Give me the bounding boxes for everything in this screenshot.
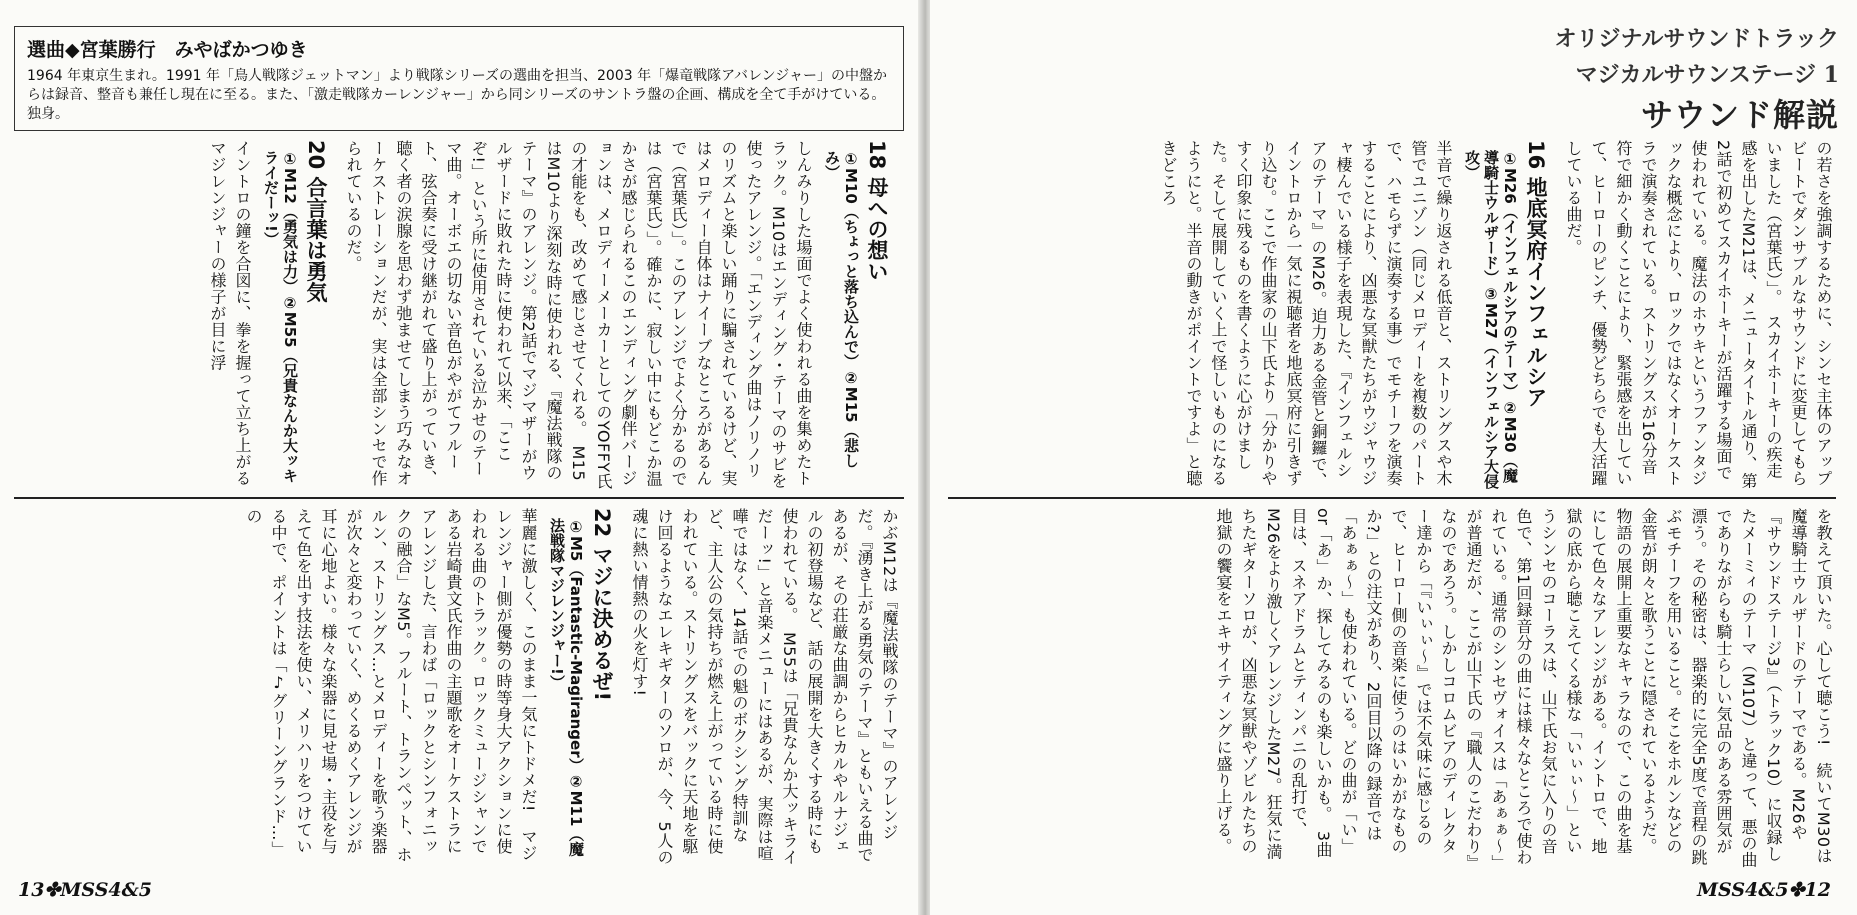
track-heading: 16 地底冥府インフェルシア [1524,140,1548,408]
right-top-block [948,140,1836,490]
track-subtitle: ①M26（インフェルシアのテーマ）②M30（魔導騎士ウルザード）③M27（インフェルシア大侵攻） [1463,150,1519,489]
track-heading: 18 母への想い [865,140,889,282]
body-paragraph: の若さを強調するために、シンセ主体のアップビートでダンサブルなサウンドに変更してもらいました（宮葉氏）」。 スカイホーキーの疾走感を出したM21は、メニュータイトル通り、第2話で初めてスカイホーキーが活躍する場面で使われている。魔法のホウキというファンタジックな概念により、ロックではなくオーケストラで演奏されている。ストリングスが16分音符で細かく動くことにより、緊張感を出していて、ヒーローのピンチ、優勢どちらでも大活躍している曲だ。 [1564,140,1833,490]
body-paragraph: かぶM12は『魔法戦隊のテーマ』のアレンジだ。『湧き上がる勇気のテーマ』ともいえる曲であるが、その荘厳な曲調からヒカルやルナジェルの初登場など、話の展開を大きくする時にも使われている。 M55は「兄貴なんか大ッキライだーッ!」と音楽メニューにはあるが、実際は喧嘩ではなく、14話での魁のボクシング特訓など、主人公の気持ちが燃え上がっている時に使われている。ストリングスをバックに天地を駆け回るようなエレキギターのソロが、今、5人の魂に熱い情熱の火を灯す! [630,508,899,866]
track-heading: 22 マジに決めるぜ! [590,508,614,702]
divider [948,497,1836,499]
vertical-text-flow [1201,508,1836,868]
folio-right: MSS4&5✤12 [1696,879,1831,901]
folio-left: 13✤MSS4&5 [18,879,153,901]
body-paragraph: 半音で繰り返される低音と、ストリングスや木管でユニゾン（同じメロディーを複数のパートで、ハモらずに演奏する事）でモチーフを演奏することにより、凶悪な冥獣たちがウジャウジャ棲んでいる様子を表現した、『インフェルシアのテーマ』のM26。迫力ある金管と銅鑼で、イントロから一気に視聴者を地底冥府に引きずり込む。ここで作曲家の山下氏より「分かりやすく印象に残るものを書くように心がけました。そして展開していく上で怪しいものになるようにと。半音の動きがポイントですよ」と聴きどころ [1159,140,1453,490]
track-heading: 20 合言葉は勇気 [304,140,328,303]
left-bottom-block [14,508,902,868]
right-page [930,0,1857,915]
track-subtitle: ①M12（勇気は力）②M55（兄貴なんか大ッキライだーッ!） [262,150,299,483]
track-subtitle: ①M5（Fantastic-Magiranger）②M11（魔法戦隊マジレンジャー!） [548,518,585,857]
left-top-block [14,140,902,490]
divider [14,497,904,499]
header-line1: オリジナルサウンドトラック [1554,26,1839,52]
header-line2: マジカルサウンステージ 1 [1575,62,1839,88]
right-bottom-block [948,508,1836,868]
track-subtitle: ①M10（ちょっと落ち込んで）②M15（悲しみ） [823,150,860,468]
vertical-text-flow [195,140,902,490]
body-paragraph: イントロの鐘を合図に、拳を握って立ち上がるマジレンジャーの様子が目に浮 [208,140,252,487]
body-paragraph: 華麗に激しく、このまま一気にトドメだ! マジレンジャー側が優勢の時等身大アクションに使われる曲のトラック。ロックミュージシャンである岩崎貴文氏作曲の主題歌をオーケストラにアレンジした、言わば「ロックとシンフォニックの融合」なM5。フルート、トランペット、ホルン、ストリングス…とメロディーを歌う楽器が次々と変わっていく、めくるめくアレンジが耳に心地よい。様々な楽器に見せ場・主役を与えて色を出す技法を使い、メリハリをつけている中で、ポイントは「♪グリーングランド…」の [244,508,538,863]
body-paragraph: しんみりした場面でよく使われる曲を集めたトラック。M10はエンディング・テーマのサビを使ったアレンジ。「エンディング曲はノリノリのリズムと楽しい踊りに騙されているけど、実はメロディー自体はナイーブなところがあるんで（宮葉氏）」。このアレンジでよく分かるのでは（宮葉氏）」。確かに、寂しい中にもどこか温かさが感じられるこのエンディング劇伴バージョンは、メロディーメーカーとしてのYOFFY氏の才能をも、改めて感じさせてくれる。 M15はM10より深刻な時に使われる、『魔法戦隊のテーマ』のアレンジ。第2話でマジマザーがウルザードに敗れた時に使われて以来、「ここぞ!」という所に使用されている泣かせのテーマ曲。オーボエの切ない音色がやがてフルート、弦合奏に受け継がれて盛り上がっていき、聴く者の涙腺を思わず弛ませてしまう巧みなオーケストレーションだが、実は全部シンセで作られているのだ。 [344,140,813,490]
left-page [0,0,922,915]
body-paragraph: を教えて頂いた。心して聴こう! 続いてM30は魔導騎士ウルザードのテーマである。M26や『サウンドステージ3』（トラック10）に収録したメーミィのテーマ（M107）と違って、悪の曲でありながらも騎士らしい気品のある雰囲気が漂う。その秘密は、器楽的に完全5度で音程の跳ぶモチーフを用いること。そこをホルンなどの金管が朗々と歌うことに隠されているようだ。物語の展開上重要なキャラなので、この曲を基にして色々なアレンジがある。イントロで、地獄の底から聴こえてくる様な「いぃぃ～」というシンセのコーラスは、山下氏お気に入りの音色で、第1回録音分の曲には様々なところで使われている。通常のシンセヴォイスは「あぁぁ～」が普通だが、ここが山下氏の『職人のこだわり』なのであろう。しかしコロムビアのディレクター達から「『いぃぃ～』では不気味に感じるので、ヒーロー側の音楽に使うのはいかがなものか?」との注文があり、2回目以降の録音では「あぁぁ～」も使われている。どの曲が「い」or「あ」か、探してみるのも楽しいかも。 3曲目は、スネアドラムとティンパニの乱打で、M26をより激しくアレンジしたM27。狂気に満ちたギターソロが、凶悪な冥獣やゾビルたちの地獄の饗宴をエキサイティングに盛り上げる。 [1214,508,1833,868]
vertical-text-flow [231,508,902,868]
header-title: サウンド解説 [1640,96,1839,134]
profile-title: 選曲◆宮葉勝行 みやばかつゆき [27,39,308,61]
vertical-text-flow [1146,140,1836,490]
profile-box [14,26,904,131]
profile-text: 1964 年東京生まれ。1991 年「鳥人戦隊ジェットマン」より戦隊シリーズの選曲を担当、2003 年「爆竜戦隊アバレンジャー」の中盤からは録音、整音も兼任し現在に至る。また、「激走戦隊カーレンジャー」から同シリーズのサントラ盤の企画、構成を全て手がけている。独身。 [27,68,887,122]
